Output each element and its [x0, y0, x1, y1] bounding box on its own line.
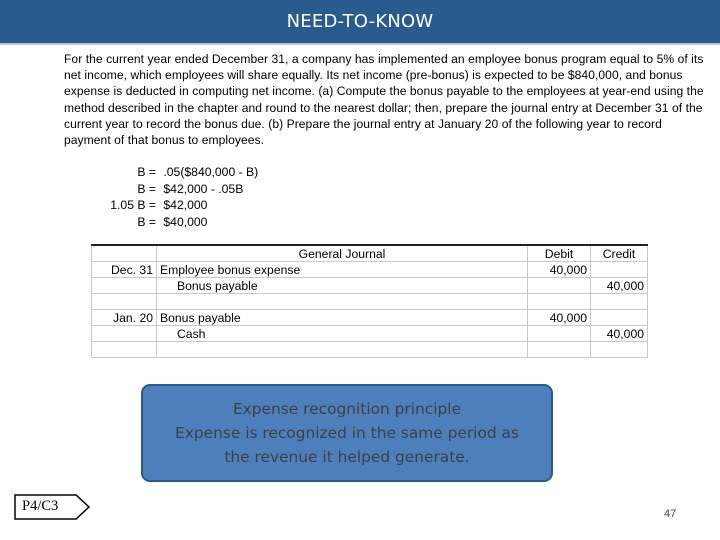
equation-row: [92, 181, 258, 198]
account-name: [157, 294, 528, 310]
account-name: [157, 326, 528, 342]
debit-amount: [528, 294, 591, 310]
bonus-computation: [92, 164, 258, 230]
table-row: [92, 342, 648, 358]
learning-objective-tag: [14, 494, 90, 520]
equation-rhs: $42,000 - .05B: [160, 181, 244, 196]
account-name: Employee bonus expense: [157, 262, 528, 278]
title-bar: [0, 0, 720, 45]
account-name: [157, 278, 528, 294]
date-header-cell: [92, 245, 157, 262]
account-name: [157, 342, 528, 358]
equation-lhs: B =: [137, 181, 156, 196]
account-name: Bonus payable: [157, 310, 528, 326]
callout-line: the revenue it helped generate.: [224, 448, 470, 466]
debit-amount: 40,000: [528, 262, 591, 278]
debit-amount: [528, 278, 591, 294]
callout-line: Expense recognition principle: [232, 400, 462, 418]
debit-amount: 40,000: [528, 310, 591, 326]
entry-date: [92, 294, 157, 310]
equation-lhs: 1.05 B =: [110, 198, 156, 213]
entry-date: Jan. 20: [92, 310, 157, 326]
entry-date: [92, 326, 157, 342]
credit-account-name: Bonus payable: [177, 278, 258, 293]
credit-header: Credit: [591, 245, 648, 262]
table-row: [92, 326, 648, 342]
journal-title-cell: [157, 245, 528, 262]
equation-lhs: B =: [137, 165, 156, 179]
credit-account-name: Cash: [177, 326, 206, 341]
equation-rhs: .05($840,000 - B): [160, 165, 259, 179]
principle-callout: [141, 384, 553, 482]
page-number: 47: [664, 508, 677, 520]
entry-date: Dec. 31: [92, 262, 157, 278]
equation-row: [92, 164, 258, 181]
table-row: [92, 278, 648, 294]
credit-amount: 40,000: [591, 326, 648, 342]
general-journal-table: [91, 244, 648, 358]
journal-title: General Journal: [298, 246, 386, 261]
equation-lhs: B =: [137, 214, 156, 229]
debit-amount: [528, 326, 591, 342]
equation-rhs: $40,000: [160, 214, 208, 229]
credit-amount: [591, 262, 648, 278]
page-title: NEED-TO-KNOW: [286, 11, 434, 32]
credit-amount: [591, 294, 648, 310]
table-row: [92, 294, 648, 310]
debit-amount: [528, 342, 591, 358]
tag-label: P4/C3: [22, 498, 59, 514]
table-row: [92, 262, 648, 278]
callout-line: Expense is recognized in the same period as: [175, 424, 519, 442]
debit-header: Debit: [528, 245, 591, 262]
entry-date: [92, 278, 157, 294]
problem-statement: For the current year ended December 31, a company has implemented an employee bonus program equal to 5% of its net income, which employees will share equally. Its net income (pre-bonus) is expected to be $840,000, and bonus expense is deducted in computing net income. (a) Compute the bonus payable to the employees at year-end using the method described in the chapter and round to the nearest dollar; then, prepare the journal entry at December 31 of the current year to record the bonus due. (b) Prepare the journal entry at January 20 of the following year to record payment of that bonus to employees.: [64, 52, 704, 148]
equation-rhs: $42,000: [160, 198, 208, 213]
equation-row: [92, 214, 258, 231]
equation-row: [92, 197, 258, 214]
journal-header-row: [92, 245, 648, 262]
credit-amount: [591, 342, 648, 358]
credit-amount: [591, 310, 648, 326]
entry-date: [92, 342, 157, 358]
credit-amount: 40,000: [591, 278, 648, 294]
table-row: [92, 310, 648, 326]
